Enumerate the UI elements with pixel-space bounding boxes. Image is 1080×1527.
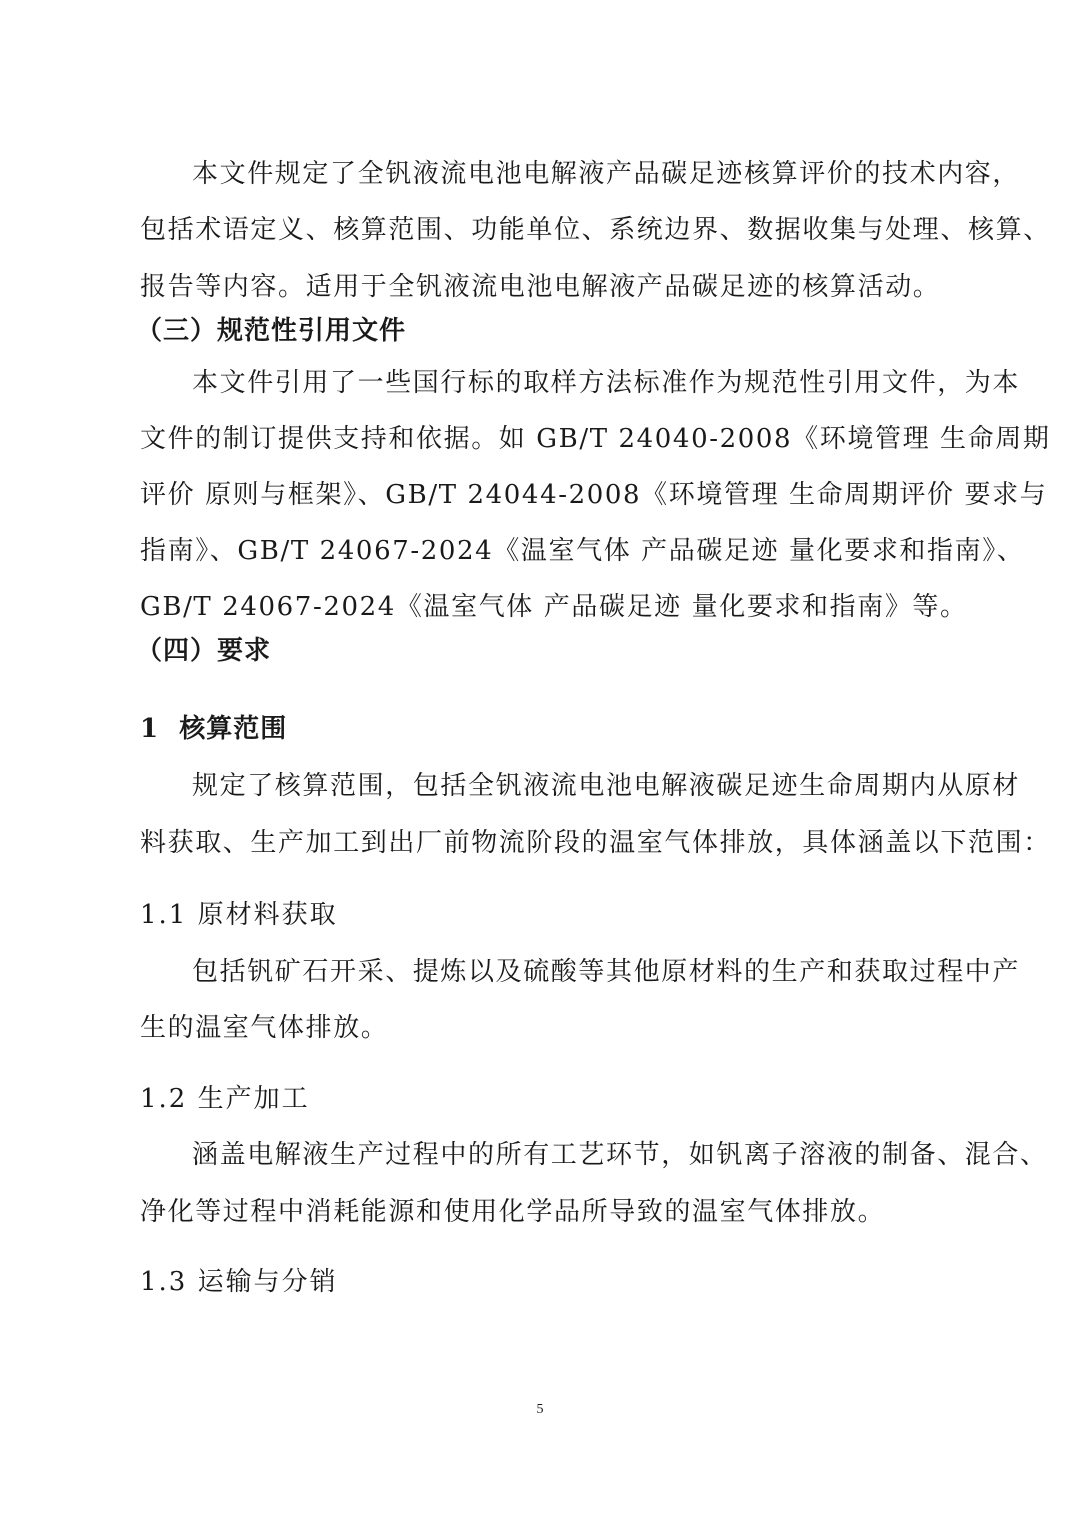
section-3-heading: （三）规范性引用文件 <box>136 316 407 346</box>
clause-1-2-heading: 1.2 生产加工 <box>140 1084 310 1114</box>
section-4-heading: （四）要求 <box>136 636 272 666</box>
section-3-line-1: 本文件引用了一些国行标的取样方法标准作为规范性引用文件，为本 <box>192 368 1021 398</box>
section-3-line-5: GB/T 24067-2024《温室气体 产品碳足迹 量化要求和指南》等。 <box>140 592 968 622</box>
clause-1-3-heading: 1.3 运输与分销 <box>140 1267 338 1297</box>
clause-1-2-line-1: 涵盖电解液生产过程中的所有工艺环节，如钒离子溶液的制备、混合、 <box>192 1140 1048 1170</box>
section-3-line-2: 文件的制订提供支持和依据。如 GB/T 24040-2008《环境管理 生命周期 <box>140 424 1051 454</box>
clause-1-2-line-2: 净化等过程中消耗能源和使用化学品所导致的温室气体排放。 <box>140 1197 886 1227</box>
scope-paragraph-line-3: 报告等内容。适用于全钒液流电池电解液产品碳足迹的核算活动。 <box>140 272 941 302</box>
page-number: 5 <box>536 1402 544 1417</box>
scope-paragraph-line-2: 包括术语定义、核算范围、功能单位、系统边界、数据收集与处理、核算、 <box>140 215 1051 245</box>
section-3-line-4: 指南》、GB/T 24067-2024《温室气体 产品碳足迹 量化要求和指南》、 <box>140 536 1025 566</box>
clause-1-heading: 1 核算范围 <box>140 714 288 744</box>
clause-1-1-line-2: 生的温室气体排放。 <box>140 1013 389 1043</box>
section-3-line-3: 评价 原则与框架》、GB/T 24044-2008《环境管理 生命周期评价 要求与 <box>140 480 1048 510</box>
clause-1-line-1: 规定了核算范围，包括全钒液流电池电解液碳足迹生命周期内从原材 <box>192 771 1021 801</box>
clause-1-1-heading: 1.1 原材料获取 <box>140 900 338 930</box>
scope-paragraph-line-1: 本文件规定了全钒液流电池电解液产品碳足迹核算评价的技术内容， <box>192 159 1021 189</box>
clause-1-1-line-1: 包括钒矿石开采、提炼以及硫酸等其他原材料的生产和获取过程中产 <box>192 957 1021 987</box>
clause-1-line-2: 料获取、生产加工到出厂前物流阶段的温室气体排放，具体涵盖以下范围： <box>140 828 1051 858</box>
